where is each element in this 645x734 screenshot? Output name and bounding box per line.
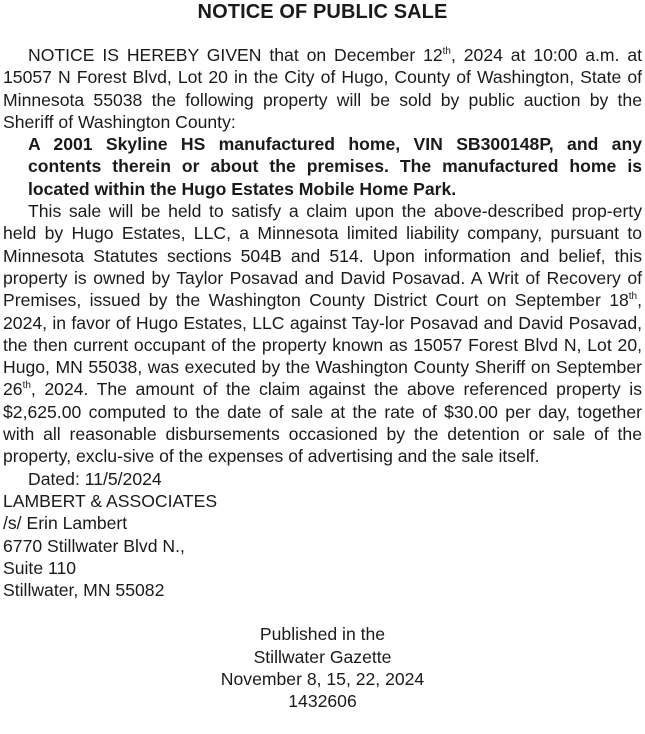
ordinal-suffix: th [22, 380, 31, 392]
publication-dates: November 8, 15, 22, 2024 [220, 669, 425, 690]
body-text-part: , 2024. The amount of the claim against the above referenced property is $2,625.00 computed to the date of sale at the rate of $30.00 per day, together with all reasonable disbursements occasioned by the detention or sale of the property, exclu-sive of the expenses of advertising and the sale itself. [3, 379, 642, 467]
publication-newspaper: Stillwater Gazette [253, 646, 392, 667]
address-line-2: Suite 110 [3, 557, 77, 578]
publication-id: 1432606 [288, 691, 357, 712]
address-line-1: 6770 Stillwater Blvd N., [3, 535, 185, 556]
notice-title: NOTICE OF PUBLIC SALE [197, 1, 448, 23]
body-text-part: , 2024, in favor of Hugo Estates, LLC against Tay-lor Posavad and David Posavad, the then current occupant of the property known as 15057 Forest Blvd N, Lot 20, Hugo, MN 55038, was executed by the Washington County Sheriff on September 26 [3, 290, 642, 400]
ordinal-suffix: th [628, 291, 638, 303]
notice-intro-paragraph [3, 44, 642, 133]
intro-text-part: , 2024 at 10:00 a.m. at 15057 N Forest Blvd, Lot 20 in the City of Hugo, County of Washington, State of Minnesota 55038 the following property will be sold by public auction by the Sheriff of Washington County: [3, 45, 642, 132]
publication-info [3, 623, 642, 712]
notice-body-paragraph [3, 200, 642, 468]
dated-line: Dated: 11/5/2024 [28, 468, 162, 489]
address-city-line: Stillwater, MN 55082 [3, 580, 165, 601]
property-description: A 2001 Skyline HS manufactured home, VIN SB300148P, and any contents therein or about the premises. The manufactured home is located within the Hugo Estates Mobile Home Park. [28, 134, 642, 199]
body-text-part: This sale will be held to satisfy a claim upon the above-described prop-erty held by Hugo Estates, LLC, a Minnesota limited liability company, pursuant to Minnesota Statutes sections 504B and 514. Upon information and belief, this property is owned by Taylor Posavad and David Posavad. A Writ of Recovery of Premises, issued by the Washington County District Court on September 18 [3, 201, 642, 311]
signature: /s/ Erin Lambert [3, 513, 128, 534]
publication-line-1: Published in the [259, 624, 386, 645]
firm-name: LAMBERT & ASSOCIATES [3, 490, 218, 511]
ordinal-suffix: th [442, 46, 451, 57]
intro-text-part: NOTICE IS HEREBY GIVEN that on December 12 [28, 45, 443, 65]
signature-block [3, 490, 642, 601]
